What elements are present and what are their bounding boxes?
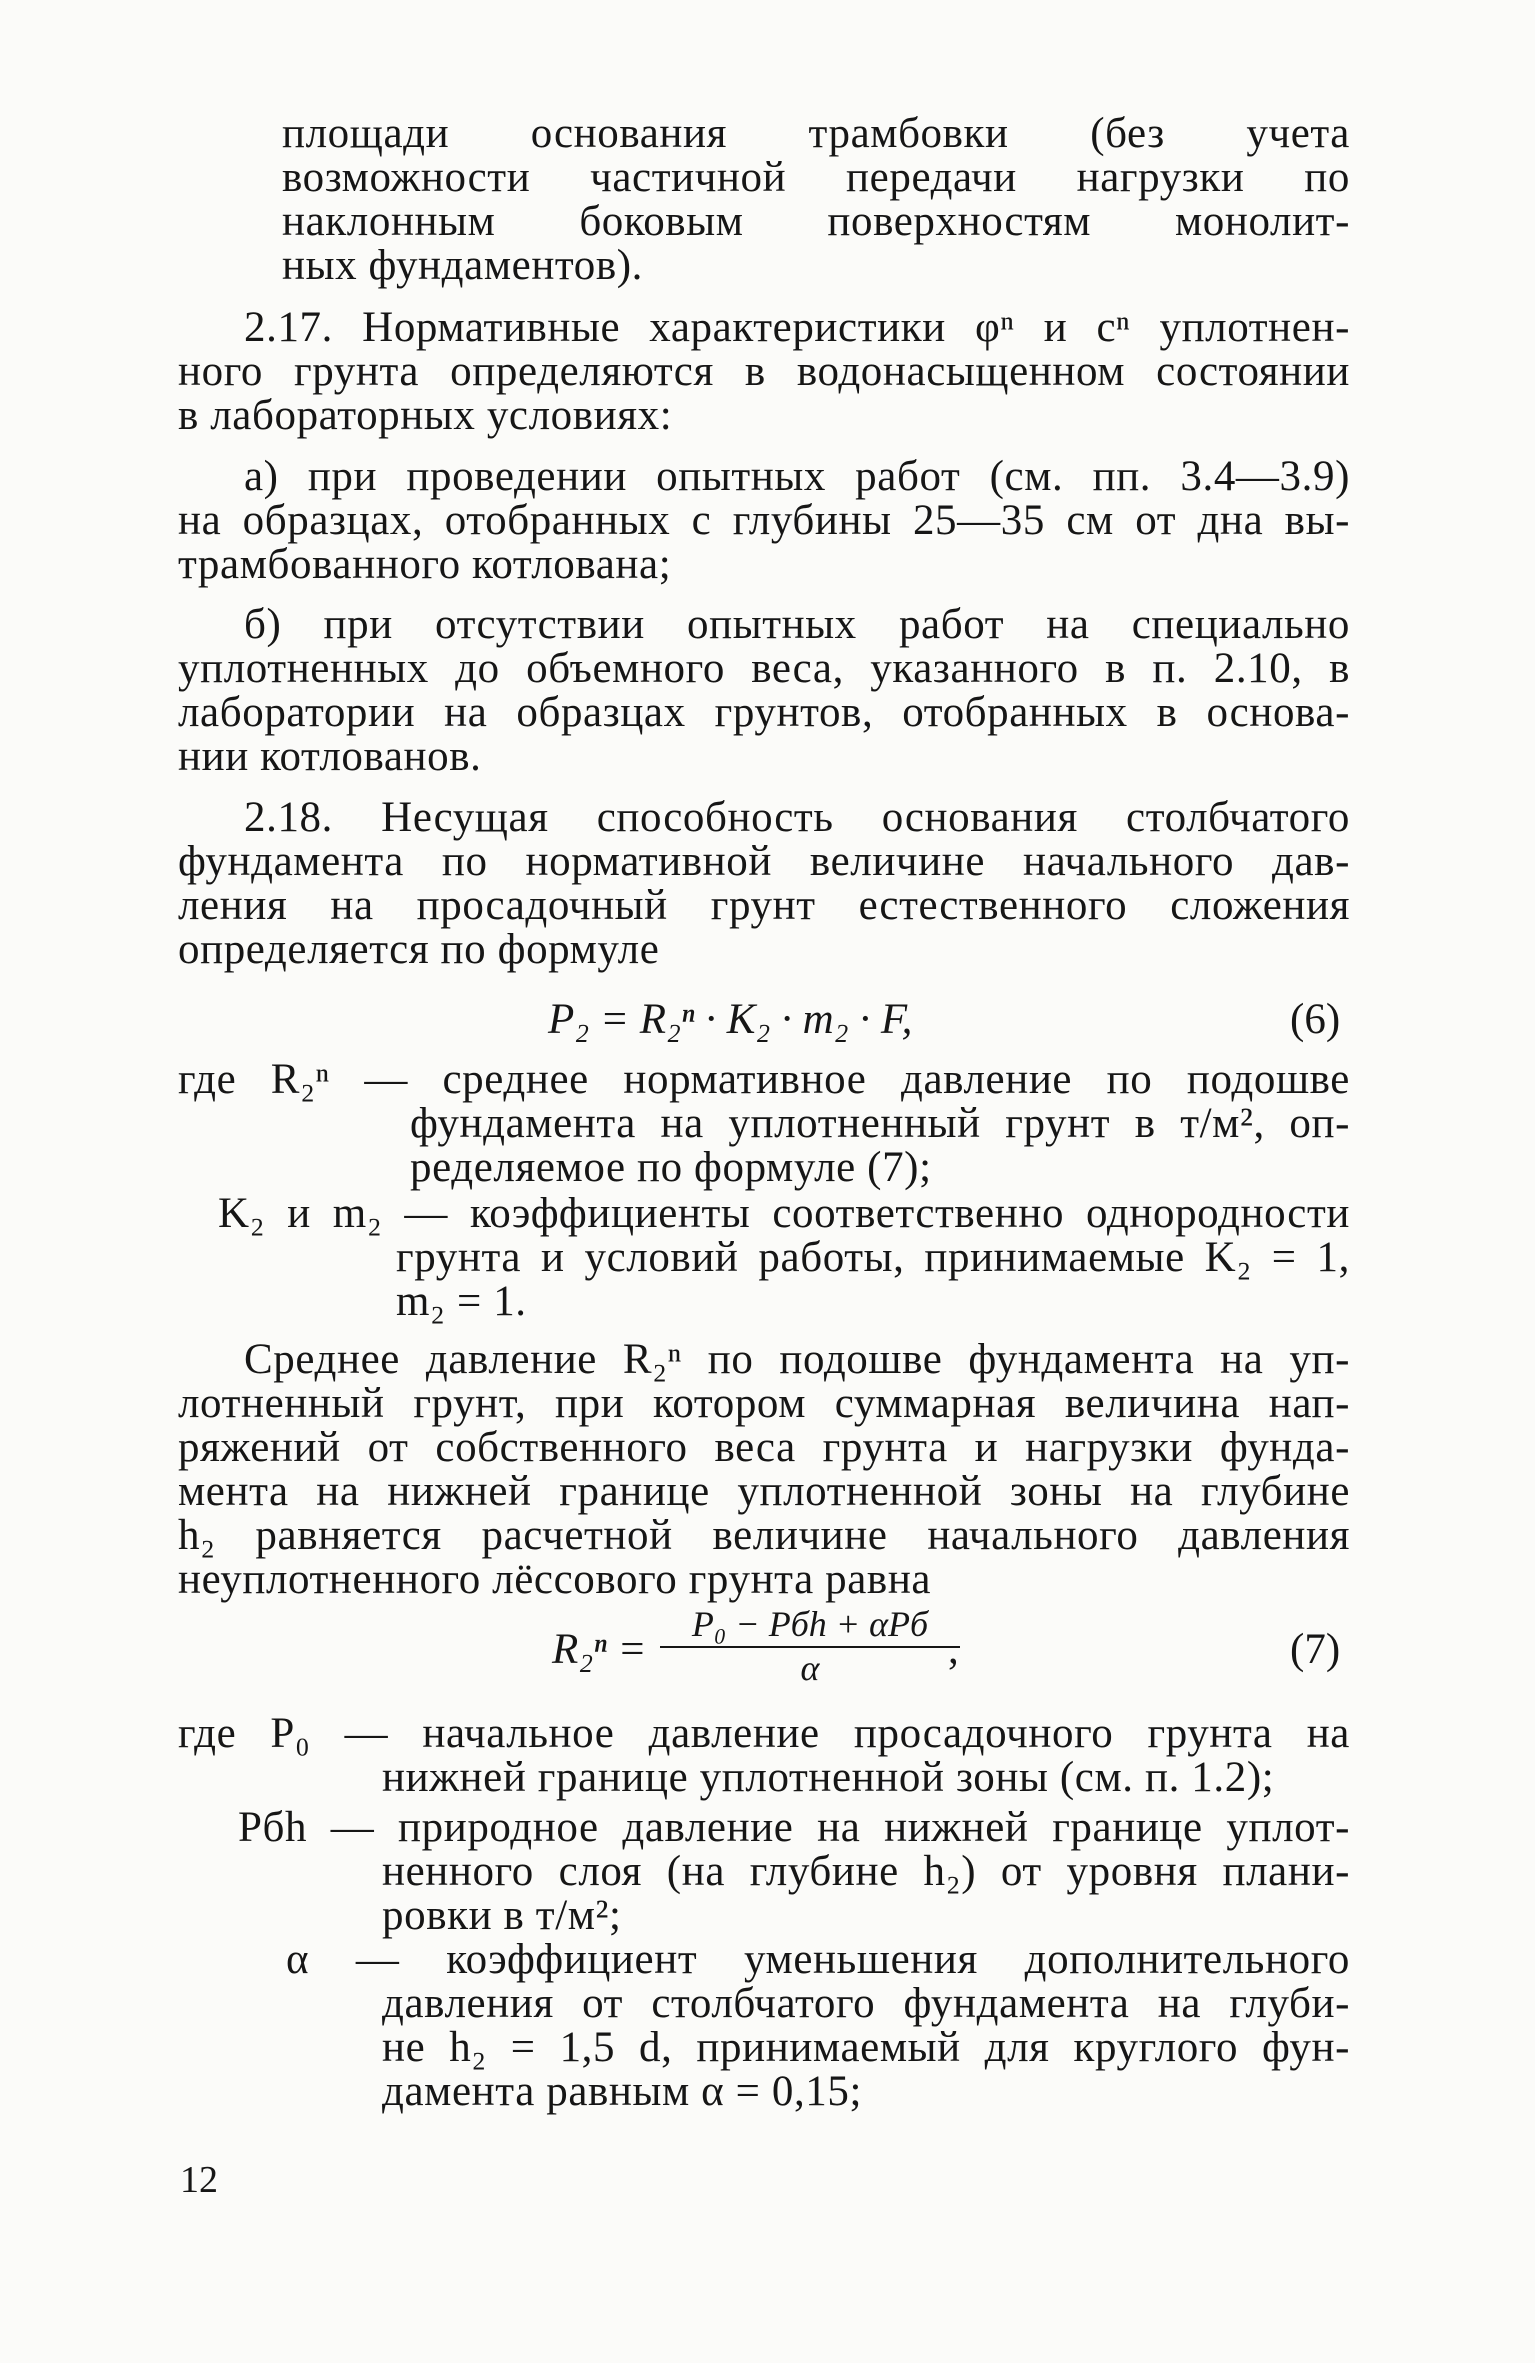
section-2-18-line: 2.18. Несущая способность основания столбчатого: [244, 794, 1350, 841]
text-line: уплотненных до объемного веса, указанного в п. 2.10, в: [178, 645, 1350, 692]
text-line: нижней границе уплотненной зоны (см. п. 1.2);: [382, 1754, 1275, 1801]
text-line: ненного слоя (на глубине h₂) от уровня плани-: [382, 1848, 1350, 1895]
list-item-a: а) при проведении опытных работ (см. пп. 3.4—3.9): [244, 453, 1350, 500]
text-line: нии котлованов.: [178, 733, 482, 780]
formula-7-denominator: α: [800, 1648, 820, 1688]
text-line: грунта и условий работы, принимаемые K₂ = 1,: [396, 1234, 1350, 1281]
text-line: не h₂ = 1,5 d, принимаемый для круглого фун-: [382, 2024, 1350, 2071]
text-line: в лабораторных условиях:: [178, 392, 673, 439]
formula-6-number: (6): [1290, 996, 1341, 1043]
text-line: ряжений от собственного веса грунта и нагрузки фунда-: [178, 1424, 1350, 1471]
definition-line: где P₀ — начальное давление просадочного грунта на: [178, 1710, 1350, 1757]
text-line: Среднее давление R₂ⁿ по подошве фундамента на уп-: [244, 1336, 1350, 1383]
definition-line: Pбh — природное давление на нижней границе уплот-: [238, 1804, 1350, 1851]
text-line: ного грунта определяются в водонасыщенном состоянии: [178, 348, 1350, 395]
formula-7-fraction: [660, 1604, 960, 1688]
text-line: определяется по формуле: [178, 926, 660, 973]
text-line: неуплотненного лёссового грунта равна: [178, 1556, 932, 1603]
text-line: дамента равным α = 0,15;: [382, 2068, 863, 2115]
page-number: 12: [180, 2159, 218, 2201]
list-item-b: б) при отсутствии опытных работ на специально: [244, 601, 1350, 648]
formula-6: P₂ = R₂ⁿ · K₂ · m₂ · F,: [548, 996, 913, 1043]
text-line: m₂ = 1.: [396, 1278, 527, 1325]
text-line: трамбованного котлована;: [178, 541, 672, 588]
text-line: наклонным боковым поверхностям монолит-: [282, 198, 1350, 245]
formula-7-comma: ,: [948, 1626, 959, 1673]
text-line: лаборатории на образцах грунтов, отобранных в основа-: [178, 689, 1350, 736]
text-line: лотненный грунт, при котором суммарная величина нап-: [178, 1380, 1350, 1427]
formula-7-number: (7): [1290, 1626, 1341, 1673]
definition-line: α — коэффициент уменьшения дополнительного: [286, 1936, 1350, 1983]
text-line: ровки в т/м²;: [382, 1892, 622, 1939]
text-line: ределяемое по формуле (7);: [410, 1144, 932, 1191]
text-line: на образцах, отобранных с глубины 25—35 см от дна вы-: [178, 497, 1350, 544]
text-line: возможности частичной передачи нагрузки по: [282, 154, 1350, 201]
text-line: ных фундаментов).: [282, 242, 644, 289]
text-line: ления на просадочный грунт естественного сложения: [178, 882, 1350, 929]
text-line: мента на нижней границе уплотненной зоны на глубине: [178, 1468, 1350, 1515]
text-line: фундамента на уплотненный грунт в т/м², оп-: [410, 1100, 1350, 1147]
formula-7-numerator: P₀ − Pбh + αPб: [660, 1604, 960, 1648]
formula-7-lhs: R₂ⁿ =: [552, 1626, 647, 1673]
definition-line: K₂ и m₂ — коэффициенты соответственно однородности: [218, 1190, 1350, 1237]
text-line: давления от столбчатого фундамента на глуби-: [382, 1980, 1350, 2027]
text-line: h₂ равняется расчетной величине начального давления: [178, 1512, 1350, 1559]
definition-line: где R₂ⁿ — среднее нормативное давление по подошве: [178, 1056, 1350, 1103]
section-2-17-line: 2.17. Нормативные характеристики φⁿ и cⁿ уплотнен-: [244, 304, 1350, 351]
text-line: площади основания трамбовки (без учета: [282, 110, 1350, 157]
text-line: фундамента по нормативной величине начального дав-: [178, 838, 1350, 885]
